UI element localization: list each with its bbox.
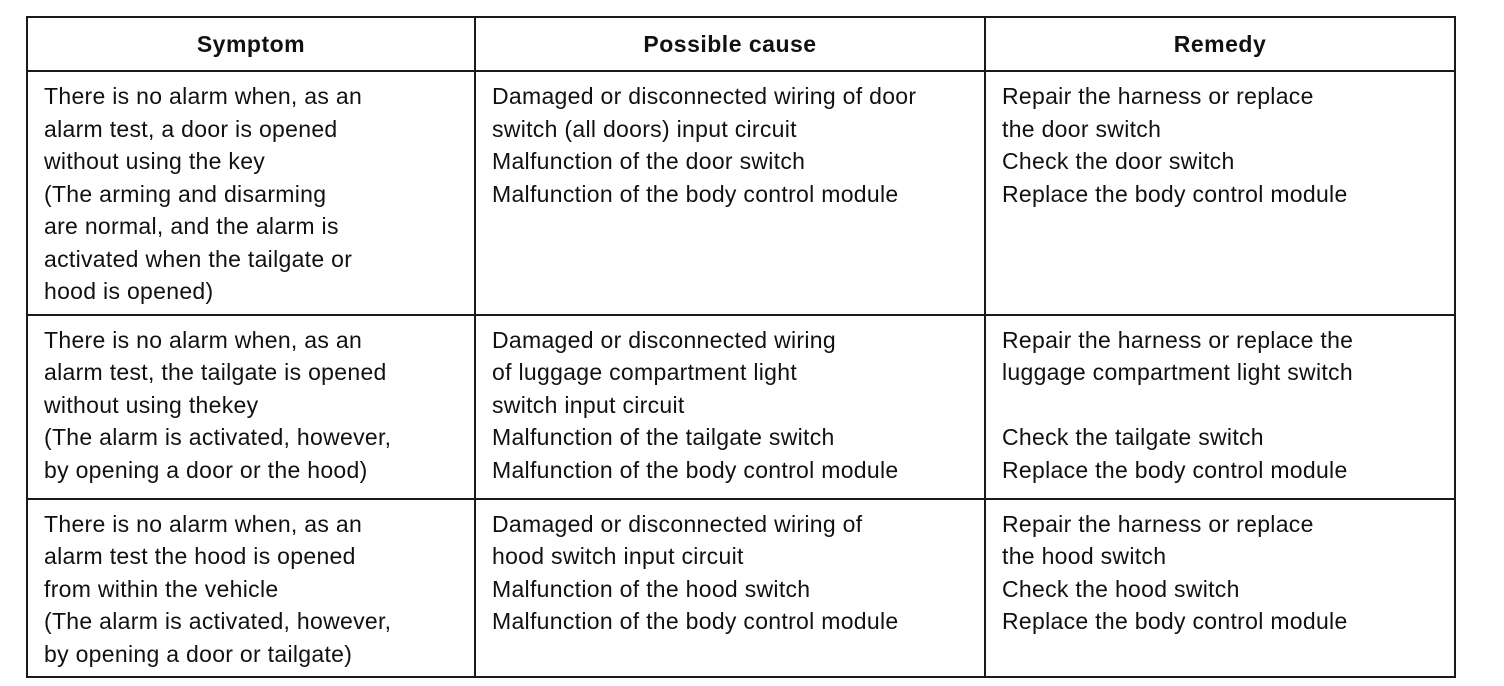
symptom-line: There is no alarm when, as an <box>44 510 363 537</box>
remedy-cell <box>985 315 1455 499</box>
symptom-line: alarm test, the tailgate is opened <box>44 359 387 385</box>
symptom-line: (The alarm is activated, however, <box>44 608 392 634</box>
cause-cell <box>475 71 985 315</box>
cause-line: Malfunction of the body control module <box>492 608 899 634</box>
remedy-line: Repair the harness or replace <box>1002 510 1314 537</box>
remedy-line: Replace the body control module <box>1002 456 1348 483</box>
symptom-line: alarm test, a door is opened <box>44 115 338 142</box>
troubleshooting-table-container <box>26 16 1454 678</box>
symptom-line: are normal, and the alarm is <box>44 213 339 239</box>
troubleshooting-table <box>26 16 1456 678</box>
cause-line: Damaged or disconnected wiring <box>492 326 836 353</box>
cause-line: switch (all doors) input circuit <box>492 115 797 142</box>
symptom-line: from within the vehicle <box>44 575 279 602</box>
remedy-cell <box>985 499 1455 678</box>
symptom-line: by opening a door or the hood) <box>44 456 368 483</box>
remedy-line: luggage compartment light switch <box>1002 359 1353 385</box>
table-row <box>27 315 1455 499</box>
remedy-line: the hood switch <box>1002 543 1167 569</box>
cause-line: hood switch input circuit <box>492 543 744 569</box>
symptom-line: There is no alarm when, as an <box>44 83 363 109</box>
remedy-line: Check the door switch <box>1002 148 1235 174</box>
cause-line: Malfunction of the hood switch <box>492 575 811 602</box>
symptom-line: There is no alarm when, as an <box>44 326 363 353</box>
remedy-line: Repair the harness or replace the <box>1002 326 1354 353</box>
remedy-line: Check the hood switch <box>1002 575 1240 602</box>
cause-line: Damaged or disconnected wiring of door <box>492 83 917 109</box>
header-row <box>27 17 1455 71</box>
cause-cell <box>475 315 985 499</box>
header-possible-cause: Possible cause <box>475 17 985 71</box>
header-remedy: Remedy <box>985 17 1455 71</box>
symptom-line: activated when the tailgate or <box>44 245 353 272</box>
remedy-line: the door switch <box>1002 115 1162 142</box>
cause-line: Malfunction of the door switch <box>492 148 806 174</box>
symptom-cell <box>27 315 475 499</box>
symptom-line: without using the key <box>44 148 266 174</box>
cause-line: Damaged or disconnected wiring of <box>492 510 863 537</box>
cause-line: switch input circuit <box>492 391 685 418</box>
symptom-cell <box>27 499 475 678</box>
symptom-line: without using thekey <box>44 391 259 418</box>
remedy-line: Repair the harness or replace <box>1002 83 1314 109</box>
table-row <box>27 499 1455 678</box>
symptom-line: (The alarm is activated, however, <box>44 424 392 450</box>
symptom-line: (The arming and disarming <box>44 180 327 207</box>
cause-line: Malfunction of the tailgate switch <box>492 424 835 450</box>
cause-line: of luggage compartment light <box>492 359 798 385</box>
cause-cell <box>475 499 985 678</box>
cause-line: Malfunction of the body control module <box>492 180 899 207</box>
symptom-cell <box>27 71 475 315</box>
symptom-line: hood is opened) <box>44 278 214 304</box>
symptom-line: alarm test the hood is opened <box>44 543 356 569</box>
remedy-line: Replace the body control module <box>1002 180 1348 207</box>
remedy-line: Check the tailgate switch <box>1002 424 1264 450</box>
table-row <box>27 71 1455 315</box>
symptom-line: by opening a door or tailgate) <box>44 640 353 667</box>
cause-line: Malfunction of the body control module <box>492 456 899 483</box>
remedy-spacer <box>1002 389 1440 422</box>
remedy-cell <box>985 71 1455 315</box>
header-symptom: Symptom <box>27 17 475 71</box>
remedy-line: Replace the body control module <box>1002 608 1348 634</box>
